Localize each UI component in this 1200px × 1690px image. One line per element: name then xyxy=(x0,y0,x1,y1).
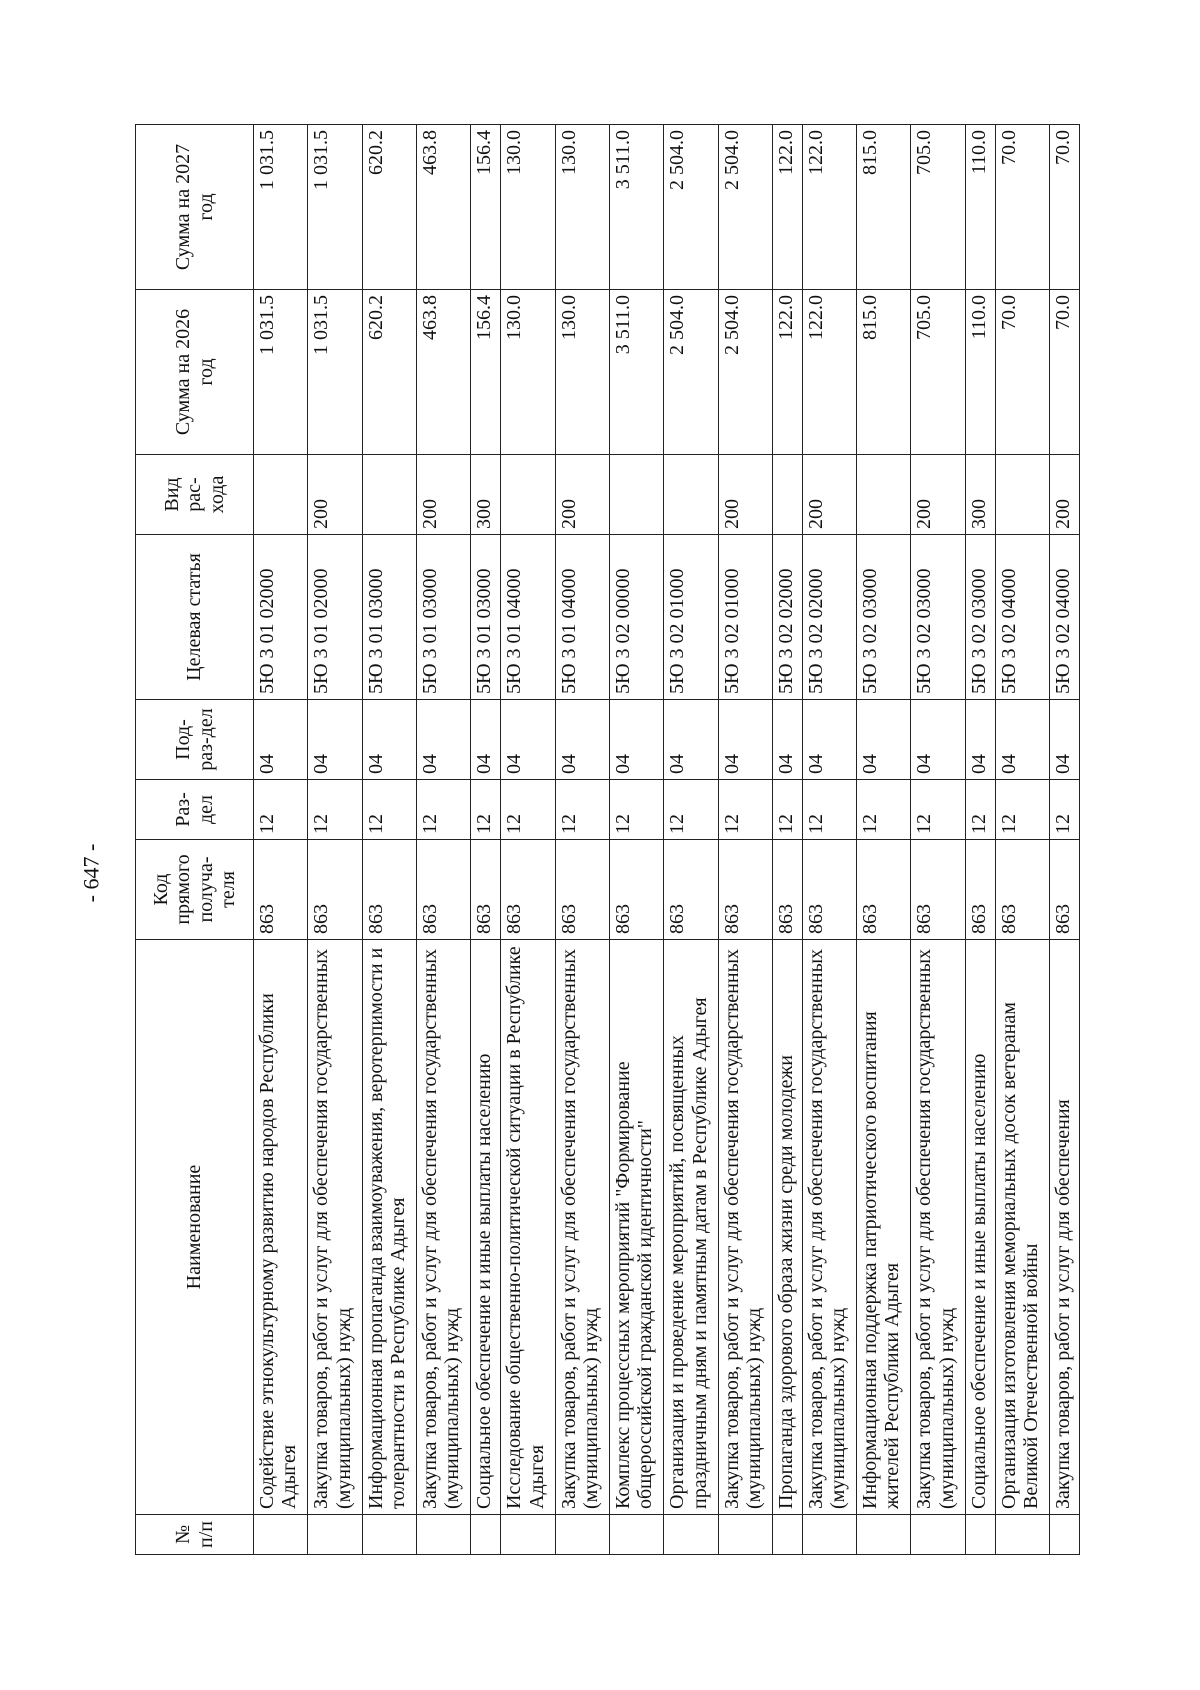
cell-sum2027: 156.4 xyxy=(471,125,501,290)
table-row xyxy=(471,125,501,1555)
cell-target: 5Ю 3 02 02000 xyxy=(772,535,802,700)
cell-target: 5Ю 3 02 03000 xyxy=(911,535,965,700)
cell-no xyxy=(857,1515,911,1555)
cell-kind: 300 xyxy=(965,455,995,535)
cell-subsection: 04 xyxy=(911,700,965,780)
cell-kind: 200 xyxy=(718,455,772,535)
cell-sum2027: 463.8 xyxy=(416,125,470,290)
table-row xyxy=(718,125,772,1555)
cell-kind xyxy=(362,455,416,535)
cell-no xyxy=(416,1515,470,1555)
cell-sum2026: 130.0 xyxy=(555,290,609,455)
cell-target: 5Ю 3 02 03000 xyxy=(965,535,995,700)
cell-name: Исследование общественно-политической ситуации в Республике Адыгея xyxy=(501,940,555,1515)
cell-name: Содействие этнокультурному развитию народов Республики Адыгея xyxy=(254,940,308,1515)
cell-sum2027: 70.0 xyxy=(995,125,1049,290)
cell-kind xyxy=(995,455,1049,535)
cell-kind: 200 xyxy=(911,455,965,535)
cell-code: 863 xyxy=(416,840,470,940)
cell-subsection: 04 xyxy=(1049,700,1079,780)
header-name: Наименование xyxy=(136,940,254,1515)
cell-sum2026: 110.0 xyxy=(965,290,995,455)
table-row xyxy=(609,125,663,1555)
cell-target: 5Ю 3 02 02000 xyxy=(802,535,856,700)
cell-no xyxy=(772,1515,802,1555)
budget-table xyxy=(135,124,1080,1555)
cell-kind xyxy=(772,455,802,535)
cell-sum2026: 122.0 xyxy=(802,290,856,455)
cell-sum2027: 2 504.0 xyxy=(664,125,718,290)
header-code: Код прямого получа-теля xyxy=(136,840,254,940)
cell-code: 863 xyxy=(857,840,911,940)
cell-target: 5Ю 3 01 03000 xyxy=(416,535,470,700)
cell-target: 5Ю 3 02 00000 xyxy=(609,535,663,700)
cell-sum2026: 2 504.0 xyxy=(664,290,718,455)
cell-sum2026: 463.8 xyxy=(416,290,470,455)
cell-sum2027: 130.0 xyxy=(501,125,555,290)
cell-subsection: 04 xyxy=(254,700,308,780)
cell-name: Закупка товаров, работ и услуг для обеспечения государственных (муниципальных) нужд xyxy=(718,940,772,1515)
cell-subsection: 04 xyxy=(501,700,555,780)
cell-subsection: 04 xyxy=(664,700,718,780)
cell-target: 5Ю 3 01 02000 xyxy=(308,535,362,700)
cell-code: 863 xyxy=(995,840,1049,940)
cell-section: 12 xyxy=(857,780,911,840)
cell-subsection: 04 xyxy=(555,700,609,780)
table-row xyxy=(416,125,470,1555)
cell-section: 12 xyxy=(772,780,802,840)
cell-sum2027: 122.0 xyxy=(802,125,856,290)
cell-subsection: 04 xyxy=(802,700,856,780)
cell-code: 863 xyxy=(1049,840,1079,940)
cell-section: 12 xyxy=(501,780,555,840)
header-target: Целевая статья xyxy=(136,535,254,700)
cell-name: Социальное обеспечение и иные выплаты населению xyxy=(965,940,995,1515)
cell-no xyxy=(718,1515,772,1555)
cell-subsection: 04 xyxy=(471,700,501,780)
cell-section: 12 xyxy=(965,780,995,840)
cell-kind xyxy=(254,455,308,535)
cell-section: 12 xyxy=(308,780,362,840)
cell-code: 863 xyxy=(802,840,856,940)
cell-target: 5Ю 3 01 04000 xyxy=(501,535,555,700)
cell-sum2027: 110.0 xyxy=(965,125,995,290)
cell-name: Закупка товаров, работ и услуг для обеспечения государственных (муниципальных) нужд xyxy=(416,940,470,1515)
cell-no xyxy=(911,1515,965,1555)
cell-section: 12 xyxy=(911,780,965,840)
table-row xyxy=(802,125,856,1555)
cell-kind xyxy=(501,455,555,535)
header-kind: Вид рас-хода xyxy=(136,455,254,535)
cell-sum2026: 705.0 xyxy=(911,290,965,455)
cell-kind: 200 xyxy=(555,455,609,535)
cell-code: 863 xyxy=(501,840,555,940)
cell-section: 12 xyxy=(254,780,308,840)
cell-section: 12 xyxy=(995,780,1049,840)
table-row xyxy=(995,125,1049,1555)
cell-target: 5Ю 3 02 03000 xyxy=(857,535,911,700)
cell-code: 863 xyxy=(471,840,501,940)
cell-name: Закупка товаров, работ и услуг для обеспечения государственных (муниципальных) нужд xyxy=(308,940,362,1515)
cell-sum2026: 815.0 xyxy=(857,290,911,455)
cell-no xyxy=(471,1515,501,1555)
cell-target: 5Ю 3 02 01000 xyxy=(664,535,718,700)
cell-code: 863 xyxy=(772,840,802,940)
table-row xyxy=(555,125,609,1555)
cell-sum2027: 122.0 xyxy=(772,125,802,290)
cell-subsection: 04 xyxy=(772,700,802,780)
cell-code: 863 xyxy=(718,840,772,940)
cell-sum2027: 705.0 xyxy=(911,125,965,290)
cell-kind xyxy=(857,455,911,535)
cell-no xyxy=(254,1515,308,1555)
cell-no xyxy=(609,1515,663,1555)
table-row xyxy=(501,125,555,1555)
cell-sum2026: 70.0 xyxy=(1049,290,1079,455)
cell-no xyxy=(802,1515,856,1555)
cell-subsection: 04 xyxy=(308,700,362,780)
cell-no xyxy=(555,1515,609,1555)
table-row xyxy=(911,125,965,1555)
cell-kind: 200 xyxy=(308,455,362,535)
cell-sum2027: 620.2 xyxy=(362,125,416,290)
cell-kind xyxy=(609,455,663,535)
cell-code: 863 xyxy=(308,840,362,940)
cell-name: Информационная поддержка патриотического воспитания жителей Республики Адыгея xyxy=(857,940,911,1515)
cell-name: Закупка товаров, работ и услуг для обеспечения государственных (муниципальных) нужд xyxy=(911,940,965,1515)
cell-subsection: 04 xyxy=(362,700,416,780)
cell-section: 12 xyxy=(471,780,501,840)
cell-subsection: 04 xyxy=(609,700,663,780)
cell-sum2026: 130.0 xyxy=(501,290,555,455)
cell-section: 12 xyxy=(555,780,609,840)
cell-kind: 200 xyxy=(1049,455,1079,535)
cell-section: 12 xyxy=(802,780,856,840)
cell-code: 863 xyxy=(965,840,995,940)
table-row xyxy=(1049,125,1079,1555)
cell-target: 5Ю 3 01 02000 xyxy=(254,535,308,700)
cell-sum2027: 70.0 xyxy=(1049,125,1079,290)
cell-no xyxy=(995,1515,1049,1555)
cell-sum2026: 70.0 xyxy=(995,290,1049,455)
table-row xyxy=(308,125,362,1555)
cell-sum2027: 130.0 xyxy=(555,125,609,290)
cell-sum2026: 2 504.0 xyxy=(718,290,772,455)
cell-sum2026: 3 511.0 xyxy=(609,290,663,455)
cell-sum2026: 122.0 xyxy=(772,290,802,455)
header-no: № п/п xyxy=(136,1515,254,1555)
cell-no xyxy=(362,1515,416,1555)
cell-kind: 200 xyxy=(416,455,470,535)
cell-section: 12 xyxy=(362,780,416,840)
cell-code: 863 xyxy=(664,840,718,940)
cell-name: Организация изготовления мемориальных досок ветеранам Великой Отечественной войны xyxy=(995,940,1049,1515)
cell-name: Закупка товаров, работ и услуг для обеспечения государственных (муниципальных) нужд xyxy=(802,940,856,1515)
cell-target: 5Ю 3 02 04000 xyxy=(995,535,1049,700)
cell-name: Информационная пропаганда взаимоуважения, веротерпимости и толерантности в Республике Адыгея xyxy=(362,940,416,1515)
cell-name: Социальное обеспечение и иные выплаты населению xyxy=(471,940,501,1515)
cell-code: 863 xyxy=(254,840,308,940)
cell-name: Организация и проведение мероприятий, посвященных праздничным дням и памятным датам в Республике Адыгея xyxy=(664,940,718,1515)
cell-subsection: 04 xyxy=(857,700,911,780)
cell-name: Закупка товаров, работ и услуг для обеспечения xyxy=(1049,940,1079,1515)
cell-section: 12 xyxy=(718,780,772,840)
cell-code: 863 xyxy=(555,840,609,940)
header-sum2026: Сумма на 2026 год xyxy=(136,290,254,455)
cell-subsection: 04 xyxy=(965,700,995,780)
cell-target: 5Ю 3 01 04000 xyxy=(555,535,609,700)
cell-sum2026: 156.4 xyxy=(471,290,501,455)
cell-sum2026: 620.2 xyxy=(362,290,416,455)
cell-kind: 300 xyxy=(471,455,501,535)
cell-no xyxy=(308,1515,362,1555)
cell-target: 5Ю 3 02 01000 xyxy=(718,535,772,700)
cell-sum2026: 1 031.5 xyxy=(308,290,362,455)
cell-subsection: 04 xyxy=(718,700,772,780)
cell-name: Закупка товаров, работ и услуг для обеспечения государственных (муниципальных) нужд xyxy=(555,940,609,1515)
rotated-table-container xyxy=(135,125,1080,1555)
cell-subsection: 04 xyxy=(995,700,1049,780)
cell-subsection: 04 xyxy=(416,700,470,780)
table-row xyxy=(664,125,718,1555)
cell-section: 12 xyxy=(664,780,718,840)
cell-sum2026: 1 031.5 xyxy=(254,290,308,455)
cell-no xyxy=(664,1515,718,1555)
cell-no xyxy=(501,1515,555,1555)
cell-target: 5Ю 3 01 03000 xyxy=(362,535,416,700)
cell-target: 5Ю 3 01 03000 xyxy=(471,535,501,700)
cell-no xyxy=(1049,1515,1079,1555)
header-row xyxy=(136,125,254,1555)
cell-sum2027: 1 031.5 xyxy=(308,125,362,290)
table-row xyxy=(965,125,995,1555)
header-section: Раз-дел xyxy=(136,780,254,840)
table-row xyxy=(254,125,308,1555)
cell-section: 12 xyxy=(1049,780,1079,840)
cell-kind xyxy=(664,455,718,535)
table-row xyxy=(772,125,802,1555)
cell-section: 12 xyxy=(416,780,470,840)
cell-name: Пропаганда здорового образа жизни среди молодежи xyxy=(772,940,802,1515)
cell-target: 5Ю 3 02 04000 xyxy=(1049,535,1079,700)
header-subsection: Под-раз-дел xyxy=(136,700,254,780)
cell-kind: 200 xyxy=(802,455,856,535)
page-number: - 647 - xyxy=(78,843,104,903)
cell-sum2027: 1 031.5 xyxy=(254,125,308,290)
table-row xyxy=(857,125,911,1555)
cell-sum2027: 815.0 xyxy=(857,125,911,290)
cell-name: Комплекс процессных мероприятий "Формирование общероссийской гражданской идентичности" xyxy=(609,940,663,1515)
cell-section: 12 xyxy=(609,780,663,840)
table-row xyxy=(362,125,416,1555)
header-sum2027: Сумма на 2027 год xyxy=(136,125,254,290)
cell-sum2027: 2 504.0 xyxy=(718,125,772,290)
cell-code: 863 xyxy=(362,840,416,940)
cell-sum2027: 3 511.0 xyxy=(609,125,663,290)
cell-no xyxy=(965,1515,995,1555)
cell-code: 863 xyxy=(911,840,965,940)
cell-code: 863 xyxy=(609,840,663,940)
